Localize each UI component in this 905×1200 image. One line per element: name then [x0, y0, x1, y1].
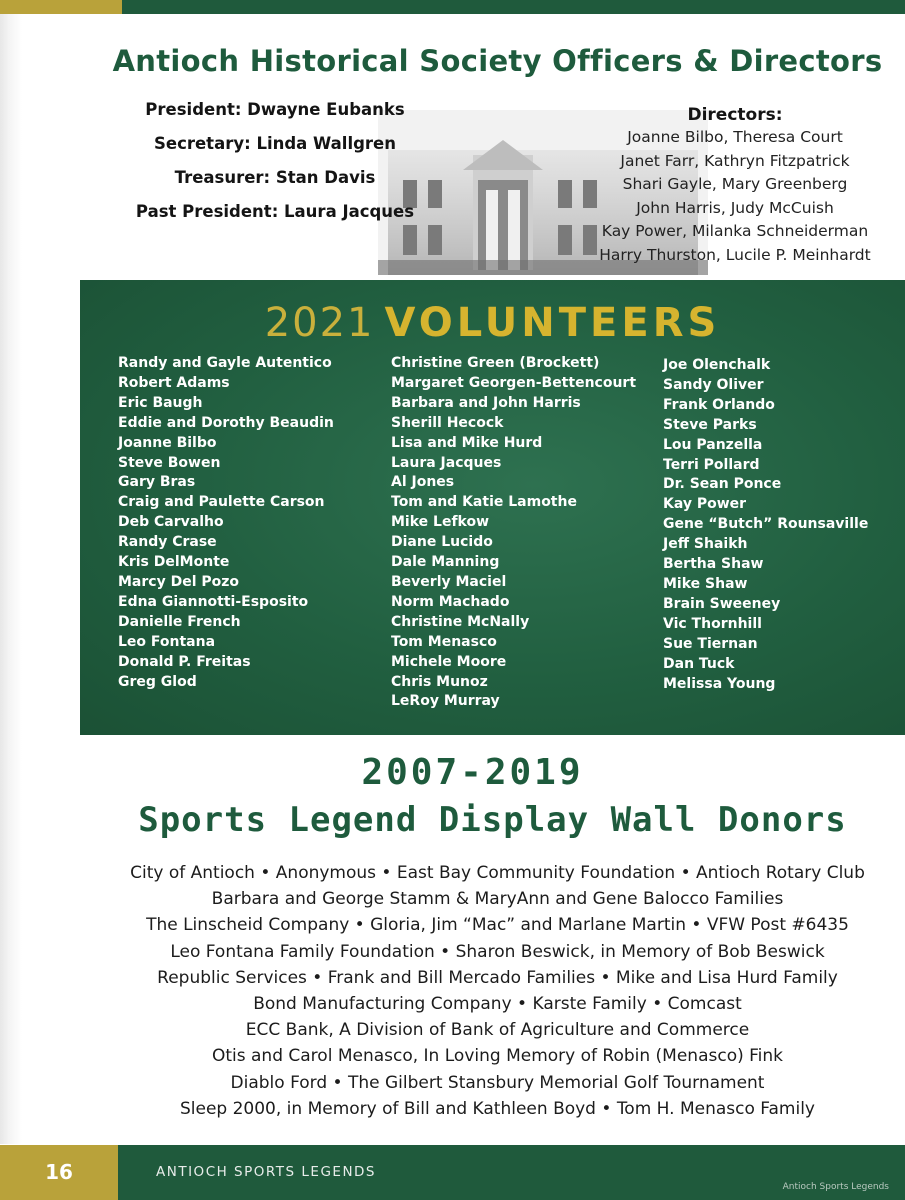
volunteer-name: Barbara and John Harris: [391, 394, 581, 411]
volunteer-name: Joe Olenchalk: [663, 357, 771, 373]
volunteer-name: LeRoy Murray: [391, 693, 500, 710]
volunteer-name: Randy and Gayle Autentico: [118, 355, 332, 371]
volunteer-name: Robert Adams: [118, 374, 230, 391]
volunteer-name: Craig and Paulette Carson: [118, 494, 325, 511]
volunteer-name: Diane Lucido: [391, 534, 493, 551]
donor-line: Leo Fontana Family Foundation • Sharon Beswick, in Memory of Bob Beswick: [170, 941, 825, 962]
volunteer-name: Kris DelMonte: [118, 554, 230, 571]
director-line: Janet Farr, Kathryn Fitzpatrick: [620, 151, 850, 170]
volunteers-column-2: [391, 354, 636, 712]
officer-secretary: Secretary: Linda Wallgren: [154, 134, 396, 153]
volunteer-name: Margaret Georgen-Bettencourt: [391, 374, 637, 391]
directors-list: [590, 104, 880, 267]
donor-line: The Linscheid Company • Gloria, Jim “Mac” and Marlane Martin • VFW Post #6435: [146, 915, 849, 936]
volunteer-name: Beverly Maciel: [391, 573, 507, 590]
volunteer-name: Sandy Oliver: [663, 376, 764, 393]
donor-line: Otis and Carol Menasco, In Loving Memory of Robin (Menasco) Fink: [211, 1046, 784, 1067]
volunteer-name: Sherill Hecock: [391, 414, 504, 431]
page-edge-shadow: [0, 14, 22, 1144]
donor-line: Barbara and George Stamm & MaryAnn and Gene Balocco Families: [211, 889, 784, 910]
volunteer-name: Marcy Del Pozo: [118, 573, 240, 590]
volunteer-name: Norm Machado: [391, 593, 510, 610]
officers-list: [115, 98, 435, 234]
donors-years: 2007-2019: [361, 752, 584, 793]
footer-title: ANTIOCH SPORTS LEGENDS: [156, 1164, 377, 1180]
volunteer-name: Deb Carvalho: [118, 514, 224, 531]
volunteer-name: Edna Giannotti-Esposito: [118, 593, 309, 610]
volunteer-name: Sue Tiernan: [663, 635, 758, 652]
donor-line: Bond Manufacturing Company • Karste Family • Comcast: [253, 994, 742, 1015]
officer-treasurer: Treasurer: Stan Davis: [174, 168, 376, 187]
volunteer-name: Dale Manning: [391, 554, 500, 571]
volunteers-panel: [80, 280, 905, 735]
volunteer-name: Tom and Katie Lamothe: [391, 494, 577, 511]
volunteer-name: Bertha Shaw: [663, 556, 764, 573]
director-line: Harry Thurston, Lucile P. Meinhardt: [599, 245, 871, 264]
volunteer-name: Danielle French: [118, 613, 241, 630]
officer-president: President: Dwayne Eubanks: [145, 100, 405, 119]
donor-line: ECC Bank, A Division of Bank of Agriculture and Commerce: [245, 1020, 750, 1041]
volunteer-name: Al Jones: [391, 474, 455, 491]
volunteers-column-1: [118, 354, 334, 692]
volunteer-name: Steve Bowen: [118, 454, 221, 471]
volunteer-name: Laura Jacques: [391, 454, 502, 471]
volunteer-name: Brain Sweeney: [663, 595, 781, 612]
volunteer-name: Donald P. Freitas: [118, 653, 251, 670]
volunteer-name: Chris Munoz: [391, 673, 488, 690]
volunteer-name: Mike Lefkow: [391, 514, 490, 531]
volunteer-name: Gene “Butch” Rounsaville: [663, 516, 869, 533]
volunteer-name: Kay Power: [663, 496, 747, 513]
volunteer-name: Greg Glod: [118, 673, 197, 690]
volunteers-column-3: [663, 356, 868, 694]
directors-title: Directors:: [687, 105, 783, 125]
volunteer-name: Mike Shaw: [663, 575, 748, 592]
donor-line: Diablo Ford • The Gilbert Stansbury Memorial Golf Tournament: [230, 1072, 765, 1093]
volunteer-name: Steve Parks: [663, 416, 757, 433]
volunteer-name: Dan Tuck: [663, 655, 735, 672]
volunteer-name: Lisa and Mike Hurd: [391, 434, 543, 451]
officers-title: Antioch Historical Society Officers & Directors: [112, 44, 883, 78]
volunteer-name: Christine McNally: [391, 613, 530, 630]
donor-line: Republic Services • Frank and Bill Mercado Families • Mike and Lisa Hurd Family: [157, 967, 838, 988]
donor-line: Sleep 2000, in Memory of Bill and Kathleen Boyd • Tom H. Menasco Family: [179, 1098, 815, 1119]
volunteer-name: Melissa Young: [663, 675, 776, 692]
volunteer-name: Frank Orlando: [663, 396, 775, 413]
officer-past-president: Past President: Laura Jacques: [135, 202, 415, 221]
top-gold-bar: [0, 0, 122, 14]
volunteer-name: Joanne Bilbo: [118, 434, 217, 451]
volunteer-name: Lou Panzella: [663, 436, 763, 453]
volunteer-name: Jeff Shaikh: [663, 536, 748, 553]
donor-line: City of Antioch • Anonymous • East Bay Community Foundation • Antioch Rotary Club: [130, 863, 865, 883]
volunteer-name: Gary Bras: [118, 474, 196, 491]
volunteer-name: Christine Green (Brockett): [391, 355, 600, 371]
director-line: Joanne Bilbo, Theresa Court: [627, 128, 843, 146]
volunteers-heading: [80, 298, 905, 348]
footer-watermark: Antioch Sports Legends: [782, 1182, 889, 1192]
volunteer-name: Vic Thornhill: [663, 615, 762, 632]
volunteers-year: 2021: [264, 300, 375, 346]
volunteer-name: Eric Baugh: [118, 394, 203, 411]
director-line: Shari Gayle, Mary Greenberg: [622, 175, 848, 193]
volunteer-name: Terri Pollard: [663, 456, 760, 473]
page-number: 16: [45, 1160, 73, 1184]
volunteer-name: Eddie and Dorothy Beaudin: [118, 414, 334, 431]
volunteer-name: Michele Moore: [391, 653, 507, 670]
volunteer-name: Leo Fontana: [118, 633, 216, 650]
donors-title: Sports Legend Display Wall Donors: [138, 800, 847, 840]
volunteer-name: Dr. Sean Ponce: [663, 476, 782, 493]
volunteers-title: VOLUNTEERS: [384, 300, 721, 346]
director-line: John Harris, Judy McCuish: [636, 198, 834, 217]
donors-list: [90, 860, 905, 1122]
volunteer-name: Randy Crase: [118, 534, 217, 551]
director-line: Kay Power, Milanka Schneiderman: [601, 222, 869, 240]
volunteer-name: Tom Menasco: [391, 633, 497, 650]
top-green-bar: [122, 0, 905, 14]
